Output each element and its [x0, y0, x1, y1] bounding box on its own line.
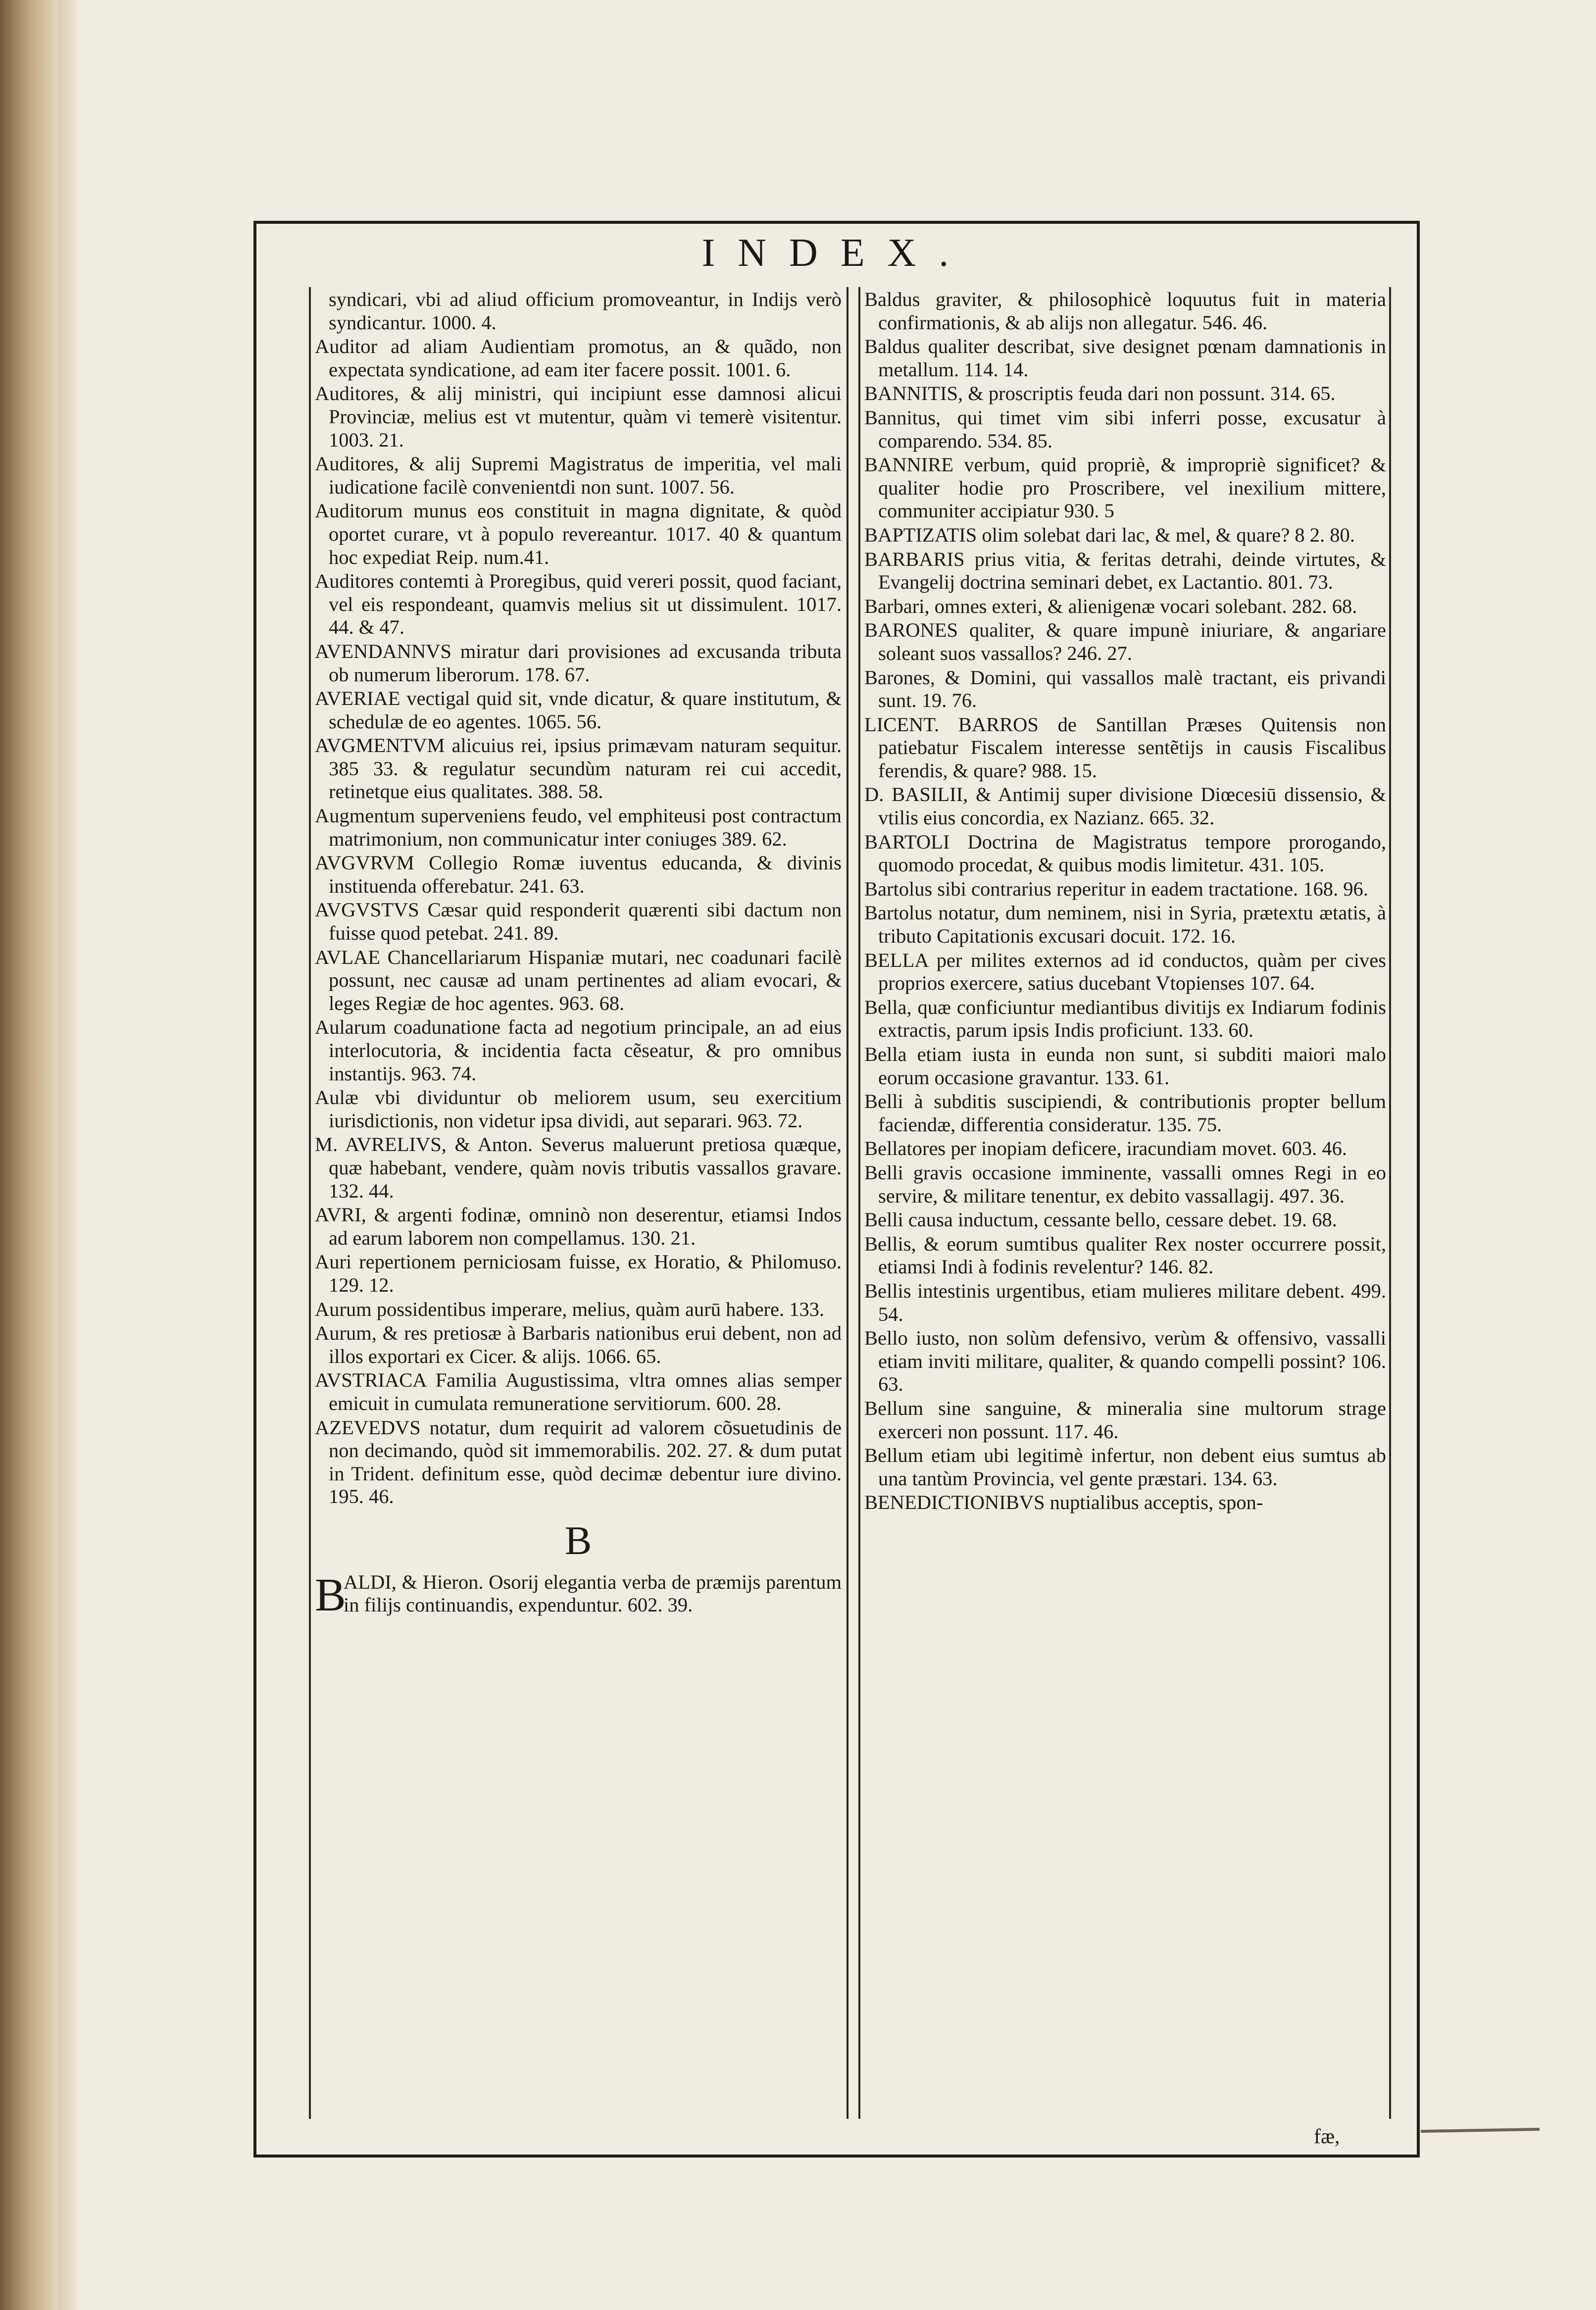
index-entry: Auditor ad aliam Audientiam promotus, an & quãdo, non expectata syndicatione, ad eam iter facere possit. 1001. 6. — [315, 335, 842, 381]
index-entry: Auri repertionem perniciosam fuisse, ex Horatio, & Philomuso. 129. 12. — [315, 1251, 842, 1296]
page-bottom-edge — [1421, 2128, 1540, 2133]
index-column-right — [864, 288, 1386, 1515]
index-entry: Auditorum munus eos constituit in magna dignitate, & quòd oportet curare, vt à populo revereantur. 1017. 40 & quantum hoc expediat Reip. num.41. — [315, 500, 842, 568]
index-entry: Bellum etiam ubi legitimè infertur, non debent eius sumtus ab una tantùm Provincia, vel gente præstari. 134. 63. — [864, 1444, 1386, 1490]
index-entry: Aurum possidentibus imperare, melius, quàm aurū habere. 133. — [315, 1298, 825, 1320]
index-entry: Augmentum superveniens feudo, vel emphiteusi post contractum matrimonium, non communicatur inter coniuges 389. 62. — [315, 804, 842, 850]
drop-cap: B — [315, 1569, 346, 1621]
index-entry: Aurum, & res pretiosæ à Barbaris nationibus erui debent, non ad illos exportari ex Cicer. & alijs. 1066. 65. — [315, 1322, 842, 1367]
index-entry: BENEDICTIONIBVS nuptialibus acceptis, spon- — [864, 1491, 1263, 1514]
index-entry-text: ALDI, & Hieron. Osorij elegantia verba de præmijs parentum in filijs continuandis, expenduntur. 602. 39. — [344, 1570, 842, 1616]
catchword: fæ, — [1314, 2125, 1340, 2148]
page-title: INDEX. — [701, 231, 972, 275]
index-entry: D. BASILII, & Antimij super divisione Diœcesiū dissensio, & vtilis eius concordia, ex Nazianz. 665. 32. — [864, 783, 1386, 829]
index-entry: Aulæ vbi dividuntur ob meliorem usum, seu exercitium iurisdictionis, non videtur ipsa dividi, aut separari. 963. 72. — [315, 1086, 842, 1132]
index-entry: M. AVRELIVS, & Anton. Severus maluerunt pretiosa quæque, quæ habebant, vendere, quàm novis tributis vassallos gravare. 132. 44. — [315, 1133, 842, 1202]
column-rule-right — [1389, 287, 1391, 2119]
index-entry: AVGVSTVS Cæsar quid responderit quærenti sibi dactum non fuisse quod petebat. 241. 89. — [315, 899, 842, 945]
index-entry: AVENDANNVS miratur dari provisiones ad excusanda tributa ob numerum liberorum. 178. 67. — [315, 640, 842, 686]
index-entry: Bannitus, qui timet vim sibi inferri posse, excusatur à comparendo. 534. 85. — [864, 406, 1386, 452]
index-entry: AZEVEDVS notatur, dum requirit ad valorem cõsuetudinis de non decimando, quòd sit immemorabilis. 202. 27. & dum putat in Trident. definitum esse, quòd decimæ debentur iure divino. 195. 46. — [315, 1416, 842, 1508]
index-entry: Baldus graviter, & philosophicè loquutus fuit in materia confirmationis, & ab alijs non allegatur. 546. 46. — [864, 288, 1386, 334]
index-entry: Bella, quæ conficiuntur mediantibus divitijs ex Indiarum fodinis extractis, parum ipsis Indis proficiunt. 133. 60. — [864, 996, 1386, 1042]
index-entry: BANNITIS, & proscriptis feuda dari non possunt. 314. 65. — [864, 382, 1336, 405]
index-entry: BARONES qualiter, & quare impunè iniuriare, & angariare soleant suos vassallos? 246. 27. — [864, 619, 1386, 664]
index-entry: Belli à subditis suscipiendi, & contributionis propter bellum faciendæ, differentia consideratur. 135. 75. — [864, 1090, 1386, 1136]
index-entry: Auditores, & alij Supremi Magistratus de imperitia, vel mali iudicatione facilè convenientdi non sunt. 1007. 56. — [315, 452, 842, 498]
index-entry: LICENT. BARROS de Santillan Præses Quitensis non patiebatur Fiscalem interesse sentẽtijs in causis Fiscalibus ferendis, & quare? 988. 15. — [864, 713, 1386, 782]
index-entry: BARTOLI Doctrina de Magistratus tempore prorogando, quomodo procedat, & quibus modis limitetur. 431. 105. — [864, 830, 1386, 876]
index-entry: Bellis intestinis urgentibus, etiam mulieres militare debent. 499. 54. — [864, 1279, 1386, 1325]
index-entry — [315, 1569, 842, 1621]
column-rule-center-b — [858, 287, 860, 2119]
index-entry: Bartolus sibi contrarius reperitur in eadem tractatione. 168. 96. — [864, 877, 1368, 900]
index-entry: AVGMENTVM alicuius rei, ipsius primævam naturam sequitur. 385 33. & regulatur secundùm naturam rei cui accedit, retinetque eius qualitates. 388. 58. — [315, 734, 842, 803]
index-entry: BELLA per milites externos ad id conductos, quàm per cives proprios exercere, satius ducebant Vtopienses 107. 64. — [864, 949, 1386, 995]
index-entry: Bellatores per inopiam deficere, iracundiam movet. 603. 46. — [864, 1137, 1347, 1160]
index-entry: Bella etiam iusta in eunda non sunt, si subditi maiori malo eorum occasione gravantur. 133. 61. — [864, 1043, 1386, 1089]
index-entry: Bellis, & eorum sumtibus qualiter Rex noster occurrere possit, etiamsi Indi à fodinis revelentur? 146. 82. — [864, 1232, 1386, 1278]
index-entry: AVLAE Chancellariarum Hispaniæ mutari, nec coadunari facilè possunt, nec causæ ad unam pertinentes ad aliam evocari, & leges Regiæ de hoc agentes. 963. 68. — [315, 946, 842, 1014]
index-entry: Auditores, & alij ministri, qui incipiunt esse damnosi alicui Provinciæ, melius est vt mutentur, quàm vi temerè visitentur. 1003. 21. — [315, 382, 842, 451]
index-entry: Auditores contemti à Proregibus, quid vereri possit, quod faciant, vel eis respondeant, quamvis melius sit ut dissimulent. 1017. 44. & 47. — [315, 570, 842, 639]
index-entry: Bellum sine sanguine, & mineralia sine multorum strage exerceri non possunt. 117. 46. — [864, 1397, 1386, 1443]
index-entry: Aularum coadunatione facta ad negotium principale, an ad eius interlocutoria, & incidentia facta cẽseatur, & pro omnibus instantijs. 963. 74. — [315, 1016, 842, 1085]
column-rule-left — [309, 287, 311, 2119]
index-entry: AVGVRVM Collegio Romæ iuventus educanda, & divinis instituenda offerebatur. 241. 63. — [315, 852, 842, 897]
index-entry: BANNIRE verbum, quid propriè, & impropriè significet? & qualiter hodie pro Proscribere, vel inexilium mittere, communiter accipiatur 930. 5 — [864, 453, 1386, 522]
index-entry: Baldus qualiter describat, sive designet pœnam damnationis in metallum. 114. 14. — [864, 335, 1386, 381]
index-entry: AVRI, & argenti fodinæ, omninò non deserentur, etiamsi Indos ad earum laborem non compellamus. 130. 21. — [315, 1204, 842, 1249]
section-letter: B — [564, 1517, 592, 1563]
page-gutter — [58, 0, 78, 2310]
index-column-left — [315, 288, 842, 1621]
index-entry: Belli causa inductum, cessante bello, cessare debet. 19. 68. — [864, 1208, 1337, 1231]
index-entry: Barbari, omnes exteri, & alienigenæ vocari solebant. 282. 68. — [864, 595, 1357, 617]
index-entry: Belli gravis occasione imminente, vassalli omnes Regi in eo servire, & militare tenentur, ex debito vassallagij. 497. 36. — [864, 1161, 1386, 1207]
index-entry: BAPTIZATIS olim solebat dari lac, & mel, & quare? 8 2. 80. — [864, 523, 1355, 546]
index-entry: AVERIAE vectigal quid sit, vnde dicatur, & quare institutum, & schedulæ de eo agentes. 1065. 56. — [315, 687, 842, 733]
book-binding — [0, 0, 58, 2310]
column-rule-center-a — [847, 287, 848, 2119]
index-entry: Bartolus notatur, dum neminem, nisi in Syria, prætextu ætatis, à tributo Capitationis excusari docuit. 172. 16. — [864, 902, 1386, 948]
index-entry: Bello iusto, non solùm defensivo, verùm & offensivo, vassalli etiam inviti militare, qualiter, & quando compelli possint? 106. 63. — [864, 1327, 1386, 1396]
index-entry: syndicari, vbi ad aliud officium promoveantur, in Indijs verò syndicantur. 1000. 4. — [329, 288, 842, 334]
index-entry: BARBARIS prius vitia, & feritas detrahi, deinde virtutes, & Evangelij doctrina seminari debet, ex Lactantio. 801. 73. — [864, 548, 1386, 594]
index-entry: AVSTRIACA Familia Augustissima, vltra omnes alias semper emicuit in cumulata remuneratione servitiorum. 600. 28. — [315, 1369, 842, 1414]
index-entry: Barones, & Domini, qui vassallos malè tractant, eis privandi sunt. 19. 76. — [864, 666, 1386, 712]
